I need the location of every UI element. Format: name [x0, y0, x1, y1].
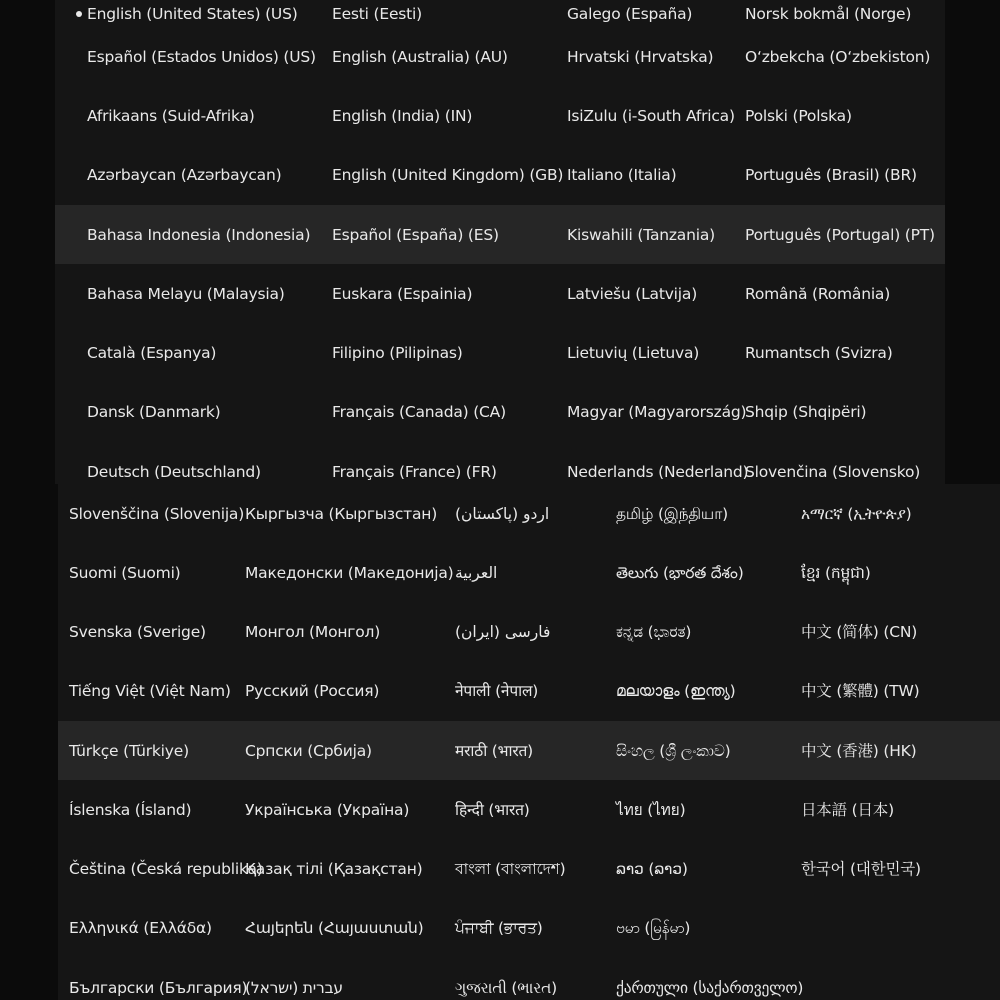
- language-option-espan-ol-espan-a-es[interactable]: Español (España) (ES): [332, 226, 499, 244]
- language-option-kiswahili-tanzania[interactable]: Kiswahili (Tanzania): [567, 226, 715, 244]
- language-option-az-rbaycan-az-rbaycan[interactable]: Azərbaycan (Azərbaycan): [87, 166, 282, 184]
- language-option-c1-r5[interactable]: Українська (Україна): [245, 801, 410, 819]
- language-option-c3-r8[interactable]: ქართული (საქართველო): [616, 979, 804, 997]
- language-option-polski-polska[interactable]: Polski (Polska): [745, 107, 852, 125]
- language-option-c1-r8[interactable]: עברית (ישראל): [245, 979, 343, 997]
- language-option-franc-ais-canada-ca[interactable]: Français (Canada) (CA): [332, 403, 506, 421]
- language-option-c2-r7[interactable]: ਪੰਜਾਬੀ (ਭਾਰਤ): [455, 919, 543, 937]
- language-option-galego-espan-a[interactable]: Galego (España): [567, 5, 693, 23]
- language-option-c4-r0[interactable]: አማርኛ (ኢትዮጵያ): [801, 505, 912, 523]
- language-option-afrikaans-suid-afrika[interactable]: Afrikaans (Suid-Afrika): [87, 107, 255, 125]
- language-option-norsk-bokma-l-norge[interactable]: Norsk bokmål (Norge): [745, 5, 912, 23]
- language-option-c3-r6[interactable]: ລາວ (ລາວ): [616, 860, 688, 878]
- language-option-lietuviu-lietuva[interactable]: Lietuvių (Lietuva): [567, 344, 700, 362]
- language-option-filipino-pilipinas[interactable]: Filipino (Pilipinas): [332, 344, 463, 362]
- language-option-bahasa-indonesia-indonesia[interactable]: Bahasa Indonesia (Indonesia): [87, 226, 311, 244]
- language-option-eesti-eesti[interactable]: Eesti (Eesti): [332, 5, 422, 23]
- language-option-magyar-magyarorsza-g[interactable]: Magyar (Magyarország): [567, 403, 747, 421]
- language-option-slovenc-ina-slovensko[interactable]: Slovenčina (Slovensko): [745, 463, 921, 481]
- language-option-catala-espanya[interactable]: Català (Espanya): [87, 344, 217, 362]
- language-option-c4-r6[interactable]: 한국어 (대한민국): [801, 860, 921, 878]
- language-option-latvies-u-latvija[interactable]: Latviešu (Latvija): [567, 285, 698, 303]
- language-option-c2-r3[interactable]: नेपाली (नेपाल): [455, 682, 539, 700]
- language-option-portugue-s-brasil-br[interactable]: Português (Brasil) (BR): [745, 166, 917, 184]
- language-option-roma-na-roma-nia[interactable]: Română (România): [745, 285, 891, 303]
- language-option-c1-r4[interactable]: Српски (Србија): [245, 742, 372, 760]
- language-option-o-zbekcha-o-zbekiston[interactable]: O‘zbekcha (O‘zbekiston): [745, 48, 931, 66]
- language-option-c4-r1[interactable]: ខ្មែរ (កម្ពុជា): [801, 564, 871, 582]
- language-option-c3-r5[interactable]: ไทย (ไทย): [616, 801, 686, 819]
- language-option-rumantsch-svizra[interactable]: Rumantsch (Svizra): [745, 344, 893, 362]
- language-option-suomi-suomi[interactable]: Suomi (Suomi): [69, 564, 181, 582]
- language-option-c3-r1[interactable]: తెలుగు (భారత దేశం): [616, 564, 744, 582]
- language-option-nederlands-nederland[interactable]: Nederlands (Nederland): [567, 463, 749, 481]
- language-option-c3-r0[interactable]: தமிழ் (இந்தியா): [616, 505, 728, 523]
- language-option-deutsch-deutschland[interactable]: Deutsch (Deutschland): [87, 463, 261, 481]
- language-option-c1-r1[interactable]: Македонски (Македонија): [245, 564, 454, 582]
- language-option-svenska-sverige[interactable]: Svenska (Sverige): [69, 623, 206, 641]
- language-option-isizulu-i-south-africa[interactable]: IsiZulu (i-South Africa): [567, 107, 735, 125]
- language-option-tie-ng-vie-t-vie-t-nam[interactable]: Tiếng Việt (Việt Nam): [69, 682, 231, 700]
- language-option-c2-r4[interactable]: मराठी (भारत): [455, 742, 533, 760]
- language-option-portugue-s-portugal-pt[interactable]: Português (Portugal) (PT): [745, 226, 935, 244]
- language-option-euskara-espainia[interactable]: Euskara (Espainia): [332, 285, 473, 303]
- language-option-c2-r0[interactable]: اردو (پاکستان): [455, 505, 550, 523]
- language-option-c-es-tina-c-eska-republika[interactable]: Čeština (Česká republika): [69, 860, 263, 878]
- language-option-franc-ais-france-fr[interactable]: Français (France) (FR): [332, 463, 497, 481]
- language-option-espan-ol-estados-unidos-us[interactable]: Español (Estados Unidos) (US): [87, 48, 316, 66]
- language-option-english-united-kingdom-gb[interactable]: English (United Kingdom) (GB): [332, 166, 564, 184]
- language-option-c0-r7[interactable]: Ελληνικά (Ελλάδα): [69, 919, 212, 937]
- selected-indicator-icon: [76, 11, 82, 17]
- language-option-cn[interactable]: 中文 (简体) (CN): [801, 623, 918, 641]
- language-option-tu-rkc-e-tu-rkiye[interactable]: Türkçe (Türkiye): [69, 742, 189, 760]
- language-option-c2-r1[interactable]: العربية: [455, 564, 498, 582]
- language-option-c1-r7[interactable]: Հայերեն (Հայաստան): [245, 919, 424, 937]
- language-option-italiano-italia[interactable]: Italiano (Italia): [567, 166, 677, 184]
- language-option-dansk-danmark[interactable]: Dansk (Danmark): [87, 403, 221, 421]
- language-option-c3-r7[interactable]: ဗမာ (မြန်မာ): [616, 919, 691, 937]
- language-option-c3-r4[interactable]: සිංහල (ශ්‍රී ලංකාව): [616, 742, 731, 760]
- language-option-c1-r3[interactable]: Русский (Россия): [245, 682, 380, 700]
- language-option-c1-r6[interactable]: Қазақ тілі (Қазақстан): [245, 860, 423, 878]
- language-option-c2-r8[interactable]: ગુજરાતી (ભારત): [455, 979, 558, 997]
- language-option-shqip-shqipe-ri[interactable]: Shqip (Shqipëri): [745, 403, 867, 421]
- language-option-c4-r5[interactable]: 日本語 (日本): [801, 801, 894, 819]
- language-option-slovens-c-ina-slovenija[interactable]: Slovenščina (Slovenija): [69, 505, 245, 523]
- language-option-c3-r3[interactable]: മലയാളം (ഇന്ത്യ): [616, 682, 736, 700]
- language-option-english-india-in[interactable]: English (India) (IN): [332, 107, 473, 125]
- language-option-english-australia-au[interactable]: English (Australia) (AU): [332, 48, 508, 66]
- language-option-hk[interactable]: 中文 (香港) (HK): [801, 742, 917, 760]
- language-option-c3-r2[interactable]: ಕನ್ನಡ (ಭಾರತ): [616, 623, 692, 641]
- language-option-c2-r6[interactable]: বাংলা (বাংলাদেশ): [455, 860, 566, 878]
- language-option-hrvatski-hrvatska[interactable]: Hrvatski (Hrvatska): [567, 48, 714, 66]
- language-option-tw[interactable]: 中文 (繁體) (TW): [801, 682, 920, 700]
- language-option-c2-r2[interactable]: فارسی (ایران): [455, 623, 551, 641]
- language-option-i-slenska-i-sland[interactable]: Íslenska (Ísland): [69, 801, 192, 819]
- language-option-english-united-states-us[interactable]: English (United States) (US): [87, 5, 298, 23]
- language-option-bahasa-melayu-malaysia[interactable]: Bahasa Melayu (Malaysia): [87, 285, 285, 303]
- language-option-c2-r5[interactable]: हिन्दी (भारत): [455, 801, 530, 819]
- language-option-c1-r2[interactable]: Монгол (Монгол): [245, 623, 381, 641]
- language-option-c1-r0[interactable]: Кыргызча (Кыргызстан): [245, 505, 438, 523]
- language-option-c0-r8[interactable]: Български (България): [69, 979, 248, 997]
